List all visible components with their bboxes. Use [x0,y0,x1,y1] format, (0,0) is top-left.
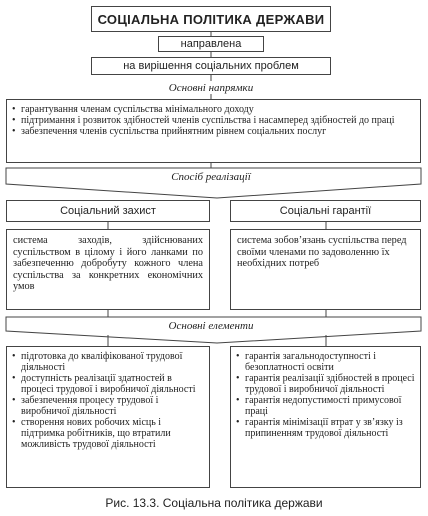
protection-element-item: • створення нових робочих місць і підтримка робітників, що втратили можливість трудової діяльності [12,417,204,450]
social-protection-text: система заходів, здійснюваних суспільством в цілому і його ланками по забезпеченню добробуту кожного члена суспільства за конкретних економічних умов [6,229,210,310]
directed-box: направлена [158,36,264,52]
protection-element-item: • доступність реалізації здатностей в процесі трудової і виробничої діяльності [12,373,204,395]
guarantee-element-item: • гарантія загальнодоступності і безоплатності освіти [236,351,415,373]
figure-caption: Рис. 13.3. Соціальна політика держави [105,496,323,510]
protection-element-item: • підготовка до кваліфікованої трудової діяльності [12,351,204,373]
main-directions-list [12,104,415,137]
guarantee-element-item: • гарантія реалізації здібностей в процесі трудової і виробничої діяльності [236,373,415,395]
direction-item: • забезпечення членів суспільства прийнятним рівнем соціальних послуг [12,126,415,137]
diagram-title: СОЦІАЛЬНА ПОЛІТИКА ДЕРЖАВИ [91,6,331,32]
protection-elements-box [6,346,210,488]
direction-item: • гарантування членам суспільства мінімального доходу [12,104,415,115]
goal-box: на вирішення соціальних проблем [91,57,331,75]
protection-element-item: • забезпечення процесу трудової і виробничої діяльності [12,395,204,417]
guarantee-element-item: • гарантія недопустимості примусової праці [236,395,415,417]
guarantee-elements-box [230,346,421,488]
method-label: Спосіб реалізації [171,170,251,183]
social-protection-heading: Соціальний захист [6,200,210,222]
guarantee-elements-list [236,351,415,439]
main-directions-label: Основні напрямки [168,81,254,94]
main-directions-box [6,99,421,163]
guarantee-element-item: • гарантія мінімізації втрат у зв’язку із припиненням трудової діяльності [236,417,415,439]
protection-elements-list [12,351,204,450]
direction-item: • підтримання і розвиток здібностей членів суспільства і насамперед здібностей до праці [12,115,415,126]
elements-label: Основні елементи [168,319,254,332]
social-guarantees-heading: Соціальні гарантії [230,200,421,222]
social-guarantees-text: система зобов’язань суспільства перед своїми членами по задоволенню їх необхідних потреб [230,229,421,310]
